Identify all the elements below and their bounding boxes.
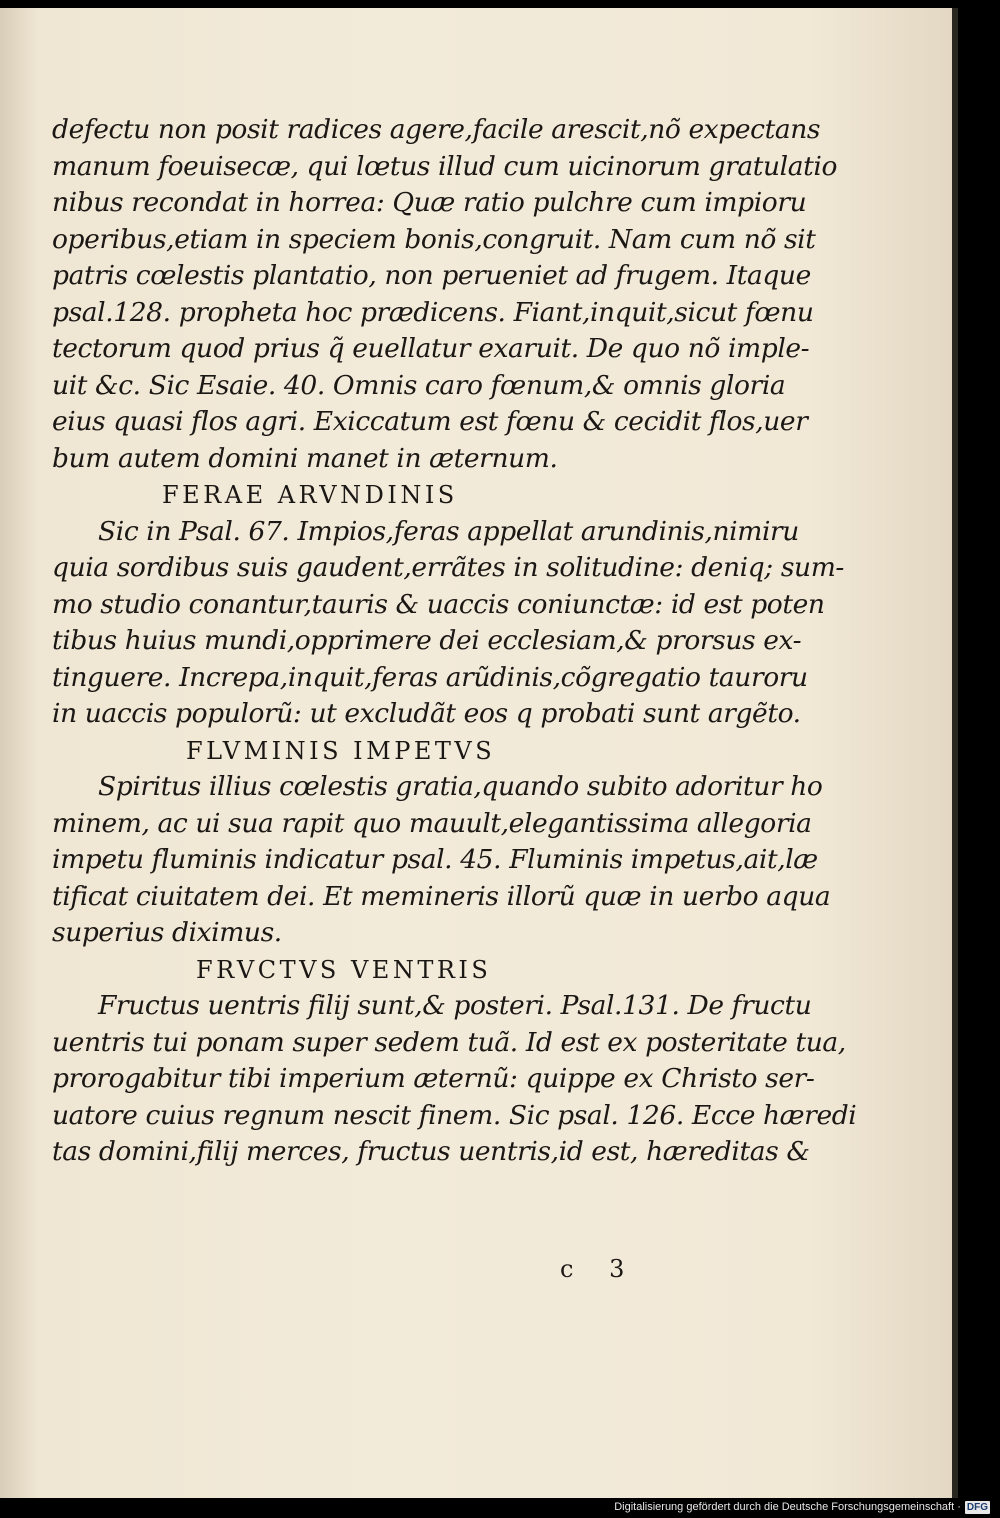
text-line: tas domini,filij merces, fructus uentris,id est, hæreditas & [52, 1136, 810, 1167]
text-line: bum autem domini manet in æternum. [52, 442, 558, 474]
text-line: minem, ac ui sua rapit quo mauult,elegantissima allegoria [52, 807, 812, 839]
text-line: patris cœlestis plantatio, non perueniet ad frugem. Itaque [52, 260, 811, 291]
text-line: Fructus uentris filij sunt,& posteri. Psal.131. De fructu [98, 990, 812, 1021]
text-line: psal.128. propheta hoc prædicens. Fiant,inquit,sicut fœnu [52, 296, 814, 328]
text-line: Sic in Psal. 67. Impios,feras appellat arundinis,nimiru [98, 515, 799, 547]
text-line: uatore cuius regnum nescit finem. Sic psal. 126. Ecce hæredi [52, 1099, 857, 1131]
text-line: uentris tui ponam super sedem tuã. Id est ex posteritate tua, [52, 1026, 846, 1058]
section-heading: FERAE ARVNDINIS [162, 481, 458, 509]
text-line: manum foeuisecæ, qui lœtus illud cum uicinorum gratulatio [52, 150, 838, 182]
signature-mark: c 3 [560, 1255, 639, 1283]
page-edge [952, 8, 958, 1498]
footer-credit: Digitalisierung gefördert durch die Deutsche Forschungsgemeinschaft · [614, 1501, 961, 1513]
section-heading: FRVCTVS VENTRIS [196, 955, 492, 984]
text-line: prorogabitur tibi imperium æternũ: quippe ex Christo ser- [52, 1063, 815, 1094]
text-line: in uaccis populorũ: ut excludãt eos q probati sunt argẽto. [52, 698, 801, 729]
text-line: quia sordibus suis gaudent,errãtes in solitudine: deniq; sum- [52, 552, 844, 583]
text-line: tibus huius mundi,opprimere dei ecclesiam,& prorsus ex- [52, 625, 802, 656]
text-block [52, 112, 857, 1171]
text-line: eius quasi flos agri. Exiccatum est fœnu & cecidit flos,uer [52, 406, 808, 437]
text-line: uit &c. Sic Esaie. 40. Omnis caro fœnum,& omnis gloria [52, 369, 786, 401]
text-line: superius diximus. [52, 917, 282, 948]
text-line: Spiritus illius cœlestis gratia,quando subito adoritur ho [98, 771, 823, 802]
text-line: mo studio conantur,tauris & uaccis coniunctæ: id est poten [52, 588, 825, 620]
text-line: tinguere. Increpa,inquit,feras arũdinis,cõgregatio tauroru [52, 661, 808, 693]
footer [614, 1499, 990, 1515]
text-line: tificat ciuitatem dei. Et memineris illorũ quæ in uerbo aqua [52, 880, 831, 912]
section-heading: FLVMINIS IMPETVS [186, 736, 496, 765]
text-line: nibus recondat in horrea: Quæ ratio pulchre cum impioru [52, 187, 807, 218]
dfg-logo: DFG [966, 1501, 988, 1513]
text-line: impetu fluminis indicatur psal. 45. Fluminis impetus,ait,læ [52, 844, 818, 875]
document-page [0, 8, 952, 1498]
text-line: defectu non posit radices agere,facile arescit,nõ expectans [52, 114, 821, 145]
text-line: operibus,etiam in speciem bonis,congruit. Nam cum nõ sit [52, 223, 816, 255]
text-line: tectorum quod prius q̃ euellatur exaruit. De quo nõ imple- [52, 333, 810, 364]
